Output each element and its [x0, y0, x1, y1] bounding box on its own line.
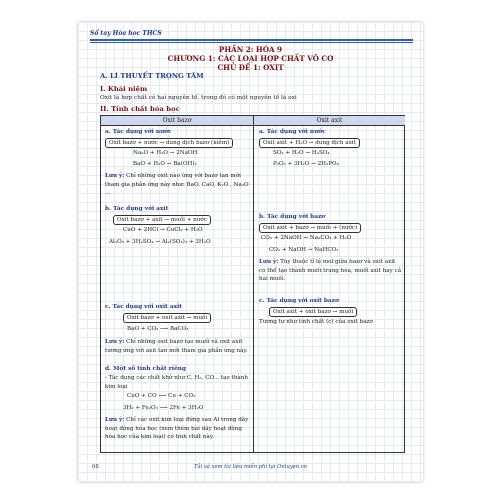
left-d-text: - Tác dụng các chất khử như C, H₂, CO... tạo thành kim loại: [105, 375, 248, 390]
topic-title: CHỦ ĐỀ 1: OXIT: [217, 63, 284, 72]
left-b-box: Oxit bazơ + axit → muối + nước: [113, 215, 211, 225]
right-a-title: a. Tác dụng với nước: [259, 129, 326, 135]
left-a-note-text: Chỉ những oxit nào ứng với bazơ tan mới tham gia phản ứng này như: BaO, CaO, K₂O , Na₂O …: [105, 173, 249, 197]
left-a-eq1: Na₂O + H₂O → 2NaOH: [133, 150, 198, 156]
right-b-note-label: Lưu ý:: [259, 259, 279, 265]
right-b-note-text: Tùy thuộc tỉ lệ mol giữa bazơ và oxit axit có thể tạo thành muối trung hòa, muối axit hay cả hai muối.: [259, 259, 402, 283]
footer-text: Tải và xem tài liệu miễn phí tại Onluyen.vn: [193, 464, 308, 470]
left-d-note: [105, 416, 249, 442]
left-c-box: Oxit bazơ + oxit axit → muối: [123, 313, 211, 323]
right-c-title: c. Tác dụng với oxit bazơ: [259, 298, 339, 304]
document-page: [78, 22, 423, 482]
left-d-note-text: Chỉ các oxit kim loại đứng sau Al trong dãy hoạt động hóa học (xem thêm bài dãy hoạt động hóa học của kim loại) có tính chất này.: [105, 417, 249, 441]
header-rule-thin: [90, 42, 413, 43]
left-b-eq1: CuO + 2HCl → CuCl₂ + H₂O: [123, 227, 203, 233]
left-c-note-label: Lưu ý:: [105, 339, 125, 345]
left-d-eq2: 3H₂ + Fe₂O₃ ⟶ 2Fe + 3H₂O: [123, 405, 204, 411]
title-block: [78, 45, 423, 72]
header-rule: [90, 39, 413, 41]
col-header-basic-oxide: Oxit bazơ: [101, 116, 253, 126]
properties-table: [100, 115, 405, 453]
left-a-box: Oxit bazơ + nước → dung dịch bazơ (kiềm): [105, 138, 233, 148]
left-c-note-text: Chỉ những oxit bazơ tạo muối và oxit axit tương ứng với axit tan mới tham gia phản ứng này.: [105, 339, 248, 354]
chapter-title: CHƯƠNG 1: CÁC LOẠI HỢP CHẤT VÔ CƠ: [167, 54, 334, 63]
left-c-note: [105, 338, 249, 355]
left-a-title: a. Tác dụng với nước: [105, 129, 172, 135]
right-b-title: b. Tác dụng với bazơ: [259, 214, 326, 220]
part-title: PHẦN 2: HÓA 9: [218, 45, 283, 54]
section-1-heading: I. Khái niệm: [100, 85, 148, 93]
left-b-title: b. Tác dụng với axit: [105, 206, 169, 212]
left-d-note-label: Lưu ý:: [105, 417, 125, 423]
right-b-note: [259, 258, 402, 284]
section-a-heading: A. LÍ THUYẾT TRỌNG TÂM: [100, 72, 204, 80]
section-2-heading: II. Tính chất hóa học: [100, 105, 180, 113]
left-b-eq2: Al₂O₃ + 3H₂SO₄ → Al₂(SO₄)₃ + 3H₂O: [109, 239, 211, 245]
right-a-eq2: P₂O₅ + 3H₂O → 2H₃PO₄: [273, 161, 339, 167]
right-c-text: Tương tự như tính chất (c) của oxit bazơ: [259, 319, 373, 325]
col-header-acidic-oxide: Oxit axit: [254, 116, 405, 126]
right-a-box: Oxit axit + H₂O → dung dịch axit: [259, 138, 360, 148]
right-b-eq2: CO₂ + NaOH → NaHCO₃: [269, 247, 339, 253]
left-d-eq1: CuO + CO ⟶ Cu + CO₂: [127, 393, 196, 399]
right-c-box: Oxit axit + oxit bazơ → muối: [269, 307, 357, 317]
left-a-note-label: Lưu ý:: [105, 173, 125, 179]
left-a-eq2: BaO + H₂O → Ba(OH)₂: [133, 161, 197, 167]
book-title: Sổ tay Hóa học THCS: [90, 30, 162, 37]
left-a-note: [105, 172, 249, 198]
definition-text: Oxit là hợp chất có hai nguyên tố, trong đó có một nguyên tố là oxi: [100, 95, 297, 101]
right-a-eq1: SO₃ + H₂O → H₂SO₄: [273, 150, 330, 156]
left-d-title: d. Một số tính chất riêng: [105, 366, 186, 372]
right-b-box: Oxit axit + bazơ → muối + (nước): [259, 223, 361, 233]
column-divider: [253, 116, 254, 452]
left-c-title: c. Tác dụng với oxit axit: [105, 304, 182, 310]
right-b-eq1: CO₂ + 2NaOH → Na₂CO₃ + H₂O: [261, 235, 352, 241]
left-c-eq1: BaO + CO₂ ⟶ BaCO₃: [127, 326, 189, 332]
page-number: 68: [92, 464, 99, 470]
